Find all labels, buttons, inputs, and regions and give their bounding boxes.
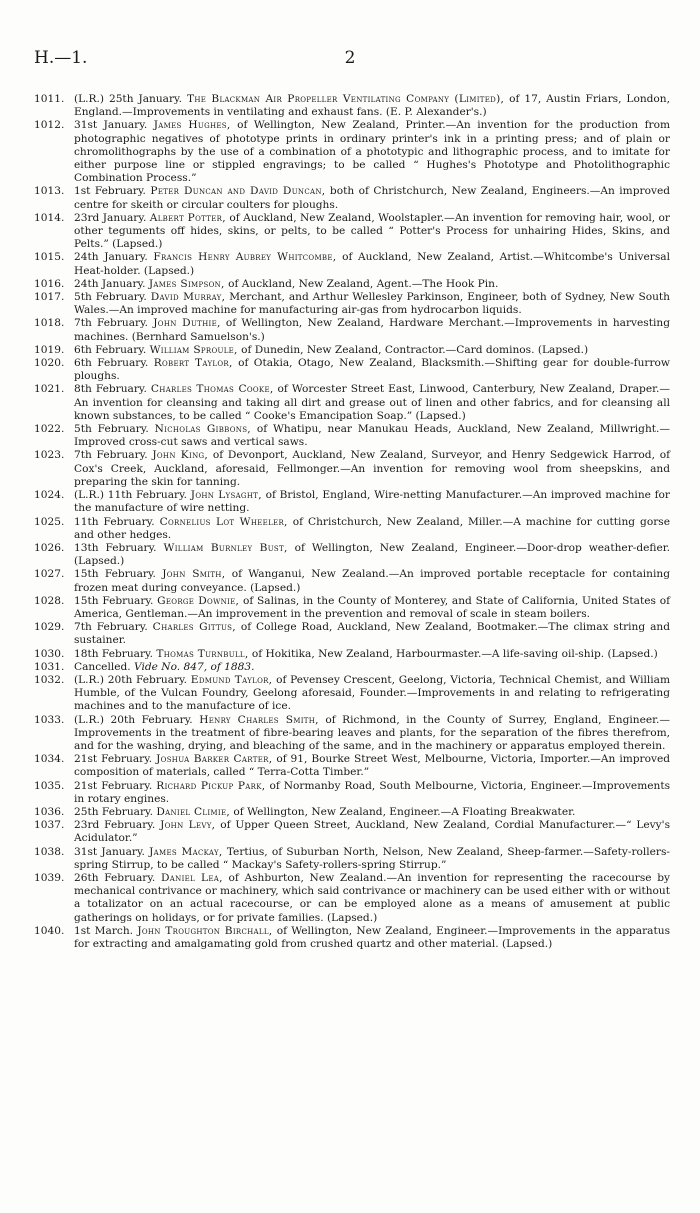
entry-date: 1st February. — [74, 185, 146, 198]
entry-number: 1025. — [34, 515, 65, 528]
entry-number: 1021. — [34, 383, 65, 396]
applicant-name: John Smith, — [162, 568, 226, 581]
entry-text — [74, 846, 670, 872]
entry-number: 1029. — [34, 621, 65, 634]
entry-description: of Wellington, New Zealand, Engineer.—Improvements in the apparatus for extracting and amalgamating gold from crushed quartz and other material. (Lapsed.) — [74, 924, 671, 950]
entry-description: of Worcester Street East, Linwood, Canterbury, New Zealand, Draper.—An invention for cleansing and taking all dirt and grease out of linen and other fabrics, and for cleansing all known substances, to be called “ Cooke's Emancipation Soap.” (Lapsed.) — [74, 383, 670, 422]
applicant-name: Robert Taylor, — [153, 357, 233, 370]
entry-number: 1031. — [34, 660, 65, 673]
entry-number: 1023. — [34, 449, 65, 462]
applicant-name: John Troughton Birchall, — [137, 924, 273, 937]
entry-number: 1024. — [34, 489, 65, 502]
patent-entry — [34, 278, 670, 291]
patent-entry — [34, 872, 670, 925]
patent-entry — [34, 291, 670, 317]
entry-text — [74, 93, 670, 119]
patent-entry — [34, 648, 670, 661]
entry-description: of Pevensey Crescent, Geelong, Victoria, Technical Chemist, and William Humble, of the Vulcan Foundry, Geelong aforesaid, Founder.—Improvements in and relating to refrigerating machines and to the manufacture of ice. — [74, 673, 671, 713]
applicant-name: David Murray, — [150, 291, 226, 304]
patent-entry — [34, 185, 670, 211]
entry-description: of Wellington, New Zealand, Engineer.—Door-drop weather-defier. (Lapsed.) — [74, 541, 670, 568]
patent-entry — [34, 93, 670, 119]
entry-number: 1035. — [34, 779, 65, 792]
entry-date: 5th February. — [74, 291, 147, 304]
patent-entry — [34, 925, 670, 951]
applicant-name: Charles Gittus, — [152, 621, 236, 634]
entry-number: 1028. — [34, 594, 65, 607]
entry-date: 21st February. — [74, 779, 153, 792]
applicant-name: Nicholas Gibbons, — [154, 423, 251, 436]
entry-description: of Hokitika, New Zealand, Harbourmaster.—A life-saving oil-ship. (Lapsed.) — [251, 647, 658, 660]
entry-date: 13th February. — [74, 541, 157, 554]
entry-text — [74, 595, 670, 621]
entry-description: of Wellington, New Zealand, Hardware Merchant.—Improvements in harvesting machines. (Bernhard Samuelson's.) — [74, 317, 670, 343]
entry-number: 1015. — [34, 251, 65, 264]
entry-description: of 17, Austin Friars, London, England.—Improvements in ventilating and exhaust fans. (E. P. Alexander's.) — [74, 93, 670, 119]
applicant-name: William Burnley Bust, — [163, 541, 288, 554]
applicant-name: William Sproule, — [149, 343, 238, 356]
entry-date: 15th February. — [74, 568, 156, 581]
applicant-name: Cornelius Lot Wheeler, — [159, 515, 288, 528]
entry-text — [74, 357, 670, 383]
entry-date: 1st March. — [74, 924, 134, 937]
entry-date: 7th February. — [74, 317, 149, 330]
entry-number: 1026. — [34, 541, 65, 554]
entry-text — [74, 251, 670, 277]
patent-entry — [34, 621, 670, 647]
patent-entry — [34, 806, 670, 819]
entry-number: 1038. — [34, 845, 65, 858]
applicant-name: Peter Duncan and David Duncan, — [150, 185, 326, 198]
entry-date: 21st February. — [74, 753, 153, 766]
applicant-name: Edmund Taylor, — [190, 673, 273, 686]
applicant-name: Joshua Barker Carter, — [156, 753, 273, 766]
entry-description: of Salinas, in the County of Monterey, and State of California, United States of America, Gentleman.—An improvement in the prevention and removal of scale in steam boilers. — [74, 594, 671, 620]
patent-entry — [34, 212, 670, 252]
applicant-name: Charles Thomas Cooke, — [150, 383, 274, 396]
entry-number: 1037. — [34, 819, 65, 832]
patent-entry — [34, 595, 670, 621]
entry-description: of 91, Bourke Street West, Melbourne, Victoria, Importer.—An improved composition of materials, called “ Terra-Cotta Timber.” — [74, 753, 671, 779]
entry-text — [74, 925, 670, 951]
entry-description: of Otakia, Otago, New Zealand, Blacksmith.—Shifting gear for double-furrow ploughs. — [74, 357, 671, 383]
applicant-name: Thomas Turnbull, — [156, 647, 249, 660]
entry-date: 5th February. — [74, 423, 149, 436]
applicant-name: James Simpson, — [148, 277, 225, 290]
patent-entry — [34, 568, 670, 594]
applicant-name: Francis Henry Aubrey Whitcombe, — [153, 251, 337, 264]
patent-entry — [34, 251, 670, 277]
entry-description: of Christchurch, New Zealand, Miller.—A machine for cutting gorse and other hedges. — [74, 515, 670, 541]
entry-number: 1027. — [34, 568, 65, 581]
entry-number: 1030. — [34, 647, 65, 660]
entry-number: 1018. — [34, 317, 65, 330]
applicant-name: John Duthie, — [153, 317, 221, 330]
entry-date: Cancelled. — [74, 660, 131, 673]
entry-description: of Auckland, New Zealand, Woolstapler.—An invention for removing hair, wool, or other teguments off hides, skins, or pelts, to be called “ Potter's Process for unhairing Hides, Skins, and Pelts.” (Lapsed.) — [74, 211, 670, 251]
entry-text — [74, 542, 670, 568]
entry-text — [74, 291, 670, 317]
entry-description: of Dunedin, New Zealand, Contractor.—Card dominos. (Lapsed.) — [241, 343, 589, 356]
entry-text — [74, 212, 670, 252]
entry-text — [74, 753, 670, 779]
entry-number: 1012. — [34, 119, 65, 132]
entry-text — [74, 119, 670, 185]
applicant-name: John King, — [152, 449, 209, 462]
entry-number: 1016. — [34, 277, 65, 290]
entry-description: Merchant, and Arthur Wellesley Parkinson, Engineer, both of Sydney, New South Wales.—An improved machine for manufacturing air-gas from hydrocarbon liquids. — [74, 291, 670, 317]
entry-description: Vide No. 847, of 1883. — [134, 660, 255, 673]
applicant-name: George Downie, — [157, 594, 240, 607]
entry-date: 31st January. — [74, 119, 148, 132]
patent-entry — [34, 846, 670, 872]
entry-number: 1013. — [34, 185, 65, 198]
applicant-name: James Hughes, — [153, 119, 231, 132]
entry-text — [74, 344, 670, 357]
entry-description: of Upper Queen Street, Auckland, New Zealand, Cordial Manufacturer.—“ Levy's Acidulator.” — [74, 819, 671, 845]
entry-text — [74, 383, 670, 423]
entry-number: 1022. — [34, 423, 65, 436]
page-number: 2 — [344, 48, 356, 68]
entry-number: 1034. — [34, 753, 65, 766]
applicant-name: Albert Potter, — [149, 211, 226, 224]
entry-date: 6th February. — [74, 357, 149, 370]
entry-date: 26th February. — [74, 871, 156, 884]
entry-description: of Ashburton, New Zealand.—An invention for representing the racecourse by mechanical contrivance or machinery, which said contrivance or machinery can be used either with or without a totalizator on an actual racecourse, or can be employed alone as a means of amusement at public gatherings on holidays, or for private families. (Lapsed.) — [74, 871, 671, 924]
entry-number: 1036. — [34, 805, 65, 818]
entry-text — [74, 278, 670, 291]
entry-text — [74, 423, 670, 449]
entry-text — [74, 185, 670, 211]
entry-date: 25th February. — [74, 805, 153, 818]
applicant-name: The Blackman Air Propeller Ventilating Company (Limited), — [186, 93, 505, 105]
entry-text — [74, 806, 670, 819]
applicant-name: John Levy, — [160, 819, 216, 832]
patent-entry — [34, 119, 670, 185]
patent-entry — [34, 780, 670, 806]
patent-entry — [34, 714, 670, 754]
entry-description: of Whatipu, near Manukau Heads, Auckland, New Zealand, Millwright.—Improved cross-cut saws and vertical saws. — [74, 423, 671, 449]
entry-description: of Richmond, in the County of Surrey, England, Engineer.—Improvements in the treatment of fibre-bearing leaves and plants, for the separation of the fibres therefrom, and for the washing, drying, and bleaching of the same, and in the machinery or apparatus employed therein. — [74, 713, 670, 752]
entry-text — [74, 516, 670, 542]
patent-entry — [34, 344, 670, 357]
patent-entry-list — [34, 93, 670, 951]
entry-date: 6th February. — [74, 343, 147, 356]
entry-text — [74, 872, 670, 925]
patent-entry — [34, 357, 670, 383]
entry-text — [74, 661, 670, 674]
entry-date: 31st January. — [74, 845, 145, 858]
entry-description: of Auckland, New Zealand, Artist.—Whitcombe's Universal Heat-holder. (Lapsed.) — [74, 251, 671, 277]
entry-text — [74, 317, 670, 343]
entry-date: 15th February. — [74, 594, 154, 607]
entry-date: 24th January. — [74, 251, 148, 264]
entry-date: (L.R.) 11th February. — [74, 489, 188, 502]
patent-entry — [34, 423, 670, 449]
entry-description: Tertius, of Suburban North, Nelson, New Zealand, Sheep-farmer.—Safety-rollers-spring Stirrup, to be called “ Mackay's Safety-rollers-spring Stirrup.” — [74, 845, 671, 871]
entry-number: 1040. — [34, 924, 65, 937]
applicant-name: Daniel Climie, — [156, 805, 231, 818]
entry-description: of Wellington, New Zealand, Engineer.—A Floating Breakwater. — [233, 805, 576, 818]
entry-date: 7th February. — [74, 449, 148, 462]
entry-description: of Normanby Road, South Melbourne, Victoria, Engineer.—Improvements in rotary engines. — [74, 779, 671, 805]
patent-entry — [34, 674, 670, 714]
entry-text — [74, 648, 670, 661]
entry-text — [74, 714, 670, 754]
entry-description: of Wanganui, New Zealand.—An improved portable receptacle for containing frozen meat during conveyance. (Lapsed.) — [74, 568, 670, 594]
entry-number: 1032. — [34, 673, 65, 686]
entry-text — [74, 819, 670, 845]
entry-number: 1039. — [34, 871, 65, 884]
entry-text — [74, 674, 670, 714]
entry-date: 11th February. — [74, 515, 155, 528]
patent-entry — [34, 661, 670, 674]
applicant-name: John Lysaght, — [190, 489, 262, 502]
patent-entry — [34, 383, 670, 423]
entry-number: 1020. — [34, 357, 65, 370]
patent-entry — [34, 753, 670, 779]
patent-entry — [34, 449, 670, 489]
entry-number: 1014. — [34, 211, 65, 224]
entry-description: of Bristol, England, Wire-netting Manufacturer.—An improved machine for the manufacture of wire netting. — [74, 489, 670, 515]
patent-entry — [34, 516, 670, 542]
entry-number: 1033. — [34, 713, 65, 726]
patent-entry — [34, 489, 670, 515]
entry-number: 1011. — [34, 93, 65, 105]
entry-number: 1019. — [34, 343, 65, 356]
applicant-name: Henry Charles Smith, — [199, 713, 319, 726]
entry-text — [74, 449, 670, 489]
entry-description: of Auckland, New Zealand, Agent.—The Hook Pin. — [228, 277, 499, 290]
entry-date: 23rd February. — [74, 819, 156, 832]
entry-date: (L.R.) 20th February. — [74, 673, 188, 686]
entry-text — [74, 568, 670, 594]
patent-entry — [34, 819, 670, 845]
applicant-name: James Mackay, — [149, 845, 223, 858]
applicant-name: Richard Pickup Park, — [156, 779, 266, 792]
entry-date: 24th January. — [74, 277, 146, 290]
entry-description: both of Christchurch, New Zealand, Engineers.—An improved centre for skeith or circular coulters for ploughs. — [74, 185, 670, 211]
entry-date: 18th February. — [74, 647, 153, 660]
entry-description: of Wellington, New Zealand, Printer.—An invention for the production from photographic negatives of phototype prints in ordinary printer's ink in a printing press; and of plain or chromolithographs by the use of a combination of a phototypic and lithographic process, and to imitate for either purpose line or stippled engravings; to be called “ Hughes's Phototype and Photolithographic Combination Process.” — [74, 119, 671, 185]
entry-date: (L.R.) 25th January. — [74, 93, 182, 105]
entry-description: of Devonport, Auckland, New Zealand, Surveyor, and Henry Sedgewick Harrod, of Cox's Creek, Auckland, aforesaid, Fellmonger.—An invention for removing wool from sheepskins, and preparing the skin for tanning. — [74, 449, 670, 488]
entry-text — [74, 621, 670, 647]
entry-text — [74, 780, 670, 806]
document-reference: H.—1. — [34, 48, 88, 68]
page-header — [34, 48, 666, 72]
entry-date: 8th February. — [74, 383, 147, 396]
entry-date: (L.R.) 20th February. — [74, 713, 193, 726]
entry-date: 7th February. — [74, 621, 148, 634]
patent-entry — [34, 317, 670, 343]
entry-description: of College Road, Auckland, New Zealand, Bootmaker.—The climax string and sustainer. — [74, 621, 670, 647]
entry-date: 23rd January. — [74, 211, 147, 224]
applicant-name: Daniel Lea, — [161, 871, 223, 884]
entry-number: 1017. — [34, 291, 65, 304]
patent-entry — [34, 542, 670, 568]
entry-text — [74, 489, 670, 515]
